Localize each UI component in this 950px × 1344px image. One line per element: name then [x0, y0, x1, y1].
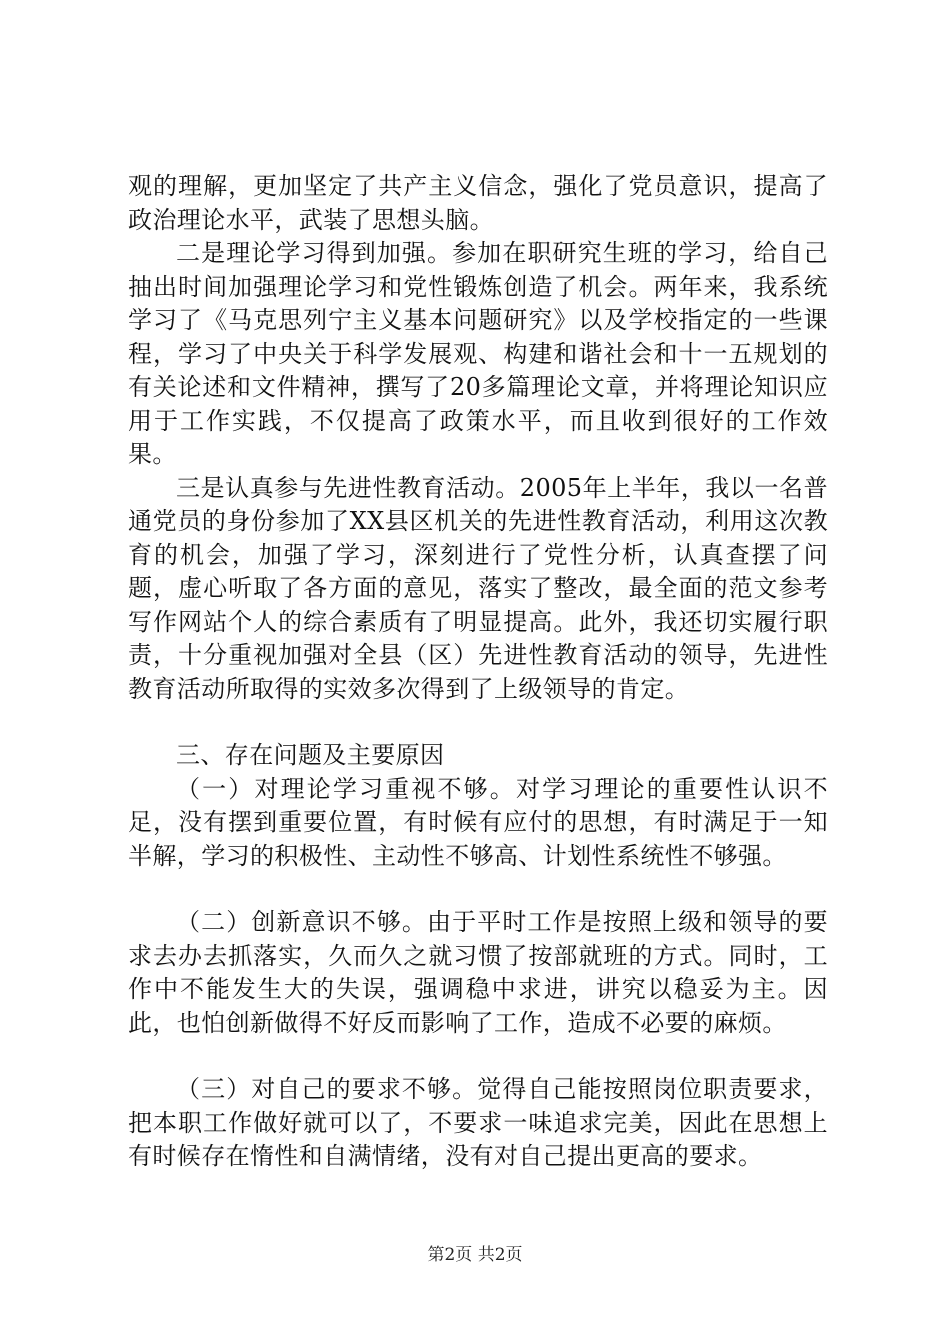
document-body	[128, 170, 828, 1174]
paragraph-theory-study: 二是理论学习得到加强。参加在职研究生班的学习，给自己抽出时间加强理论学习和党性锻炼创造了机会。两年来，我系统学习了《马克思列宁主义基本问题研究》以及学校指定的一些课程，学习了中央关于科学发展观、构建和谐社会和十一五规划的有关论述和文件精神，撰写了20多篇理论文章，并将理论知识应用于工作实践，不仅提高了政策水平，而且收到很好的工作效果。	[128, 239, 828, 468]
problem-item-1: （一）对理论学习重视不够。对学习理论的重要性认识不足，没有摆到重要位置，有时候有应付的思想，有时满足于一知半解，学习的积极性、主动性不够高、计划性系统性不够强。	[128, 774, 828, 870]
paragraph-continuation: 观的理解，更加坚定了共产主义信念，强化了党员意识，提高了政治理论水平，武装了思想头脑。	[128, 172, 828, 234]
problem-item-2: （二）创新意识不够。由于平时工作是按照上级和领导的要求去办去抓落实，久而久之就习惯了按部就班的方式。同时，工作中不能发生大的失误，强调稳中求进，讲究以稳妥为主。因此，也怕创新做得不好反而影响了工作，造成不必要的麻烦。	[128, 908, 828, 1037]
section-heading: 三、存在问题及主要原因	[176, 741, 445, 769]
problem-item-3: （三）对自己的要求不够。觉得自己能按照岗位职责要求，把本职工作做好就可以了，不要求一味追求完美，因此在思想上有时候存在惰性和自满情绪，没有对自己提出更高的要求。	[128, 1075, 828, 1170]
page-footer: 第2页 共2页	[427, 1245, 523, 1265]
paragraph-advanced-education: 三是认真参与先进性教育活动。2005年上半年，我以一名普通党员的身份参加了XX县区机关的先进性教育活动，利用这次教育的机会，加强了学习，深刻进行了党性分析，认真查摆了问题，虚心听取了各方面的意见，落实了整改，最全面的范文参考写作网站个人的综合素质有了明显提高。此外，我还切实履行职责，十分重视加强对全县（区）先进性教育活动的领导，先进性教育活动所取得的实效多次得到了上级领导的肯定。	[128, 473, 828, 703]
